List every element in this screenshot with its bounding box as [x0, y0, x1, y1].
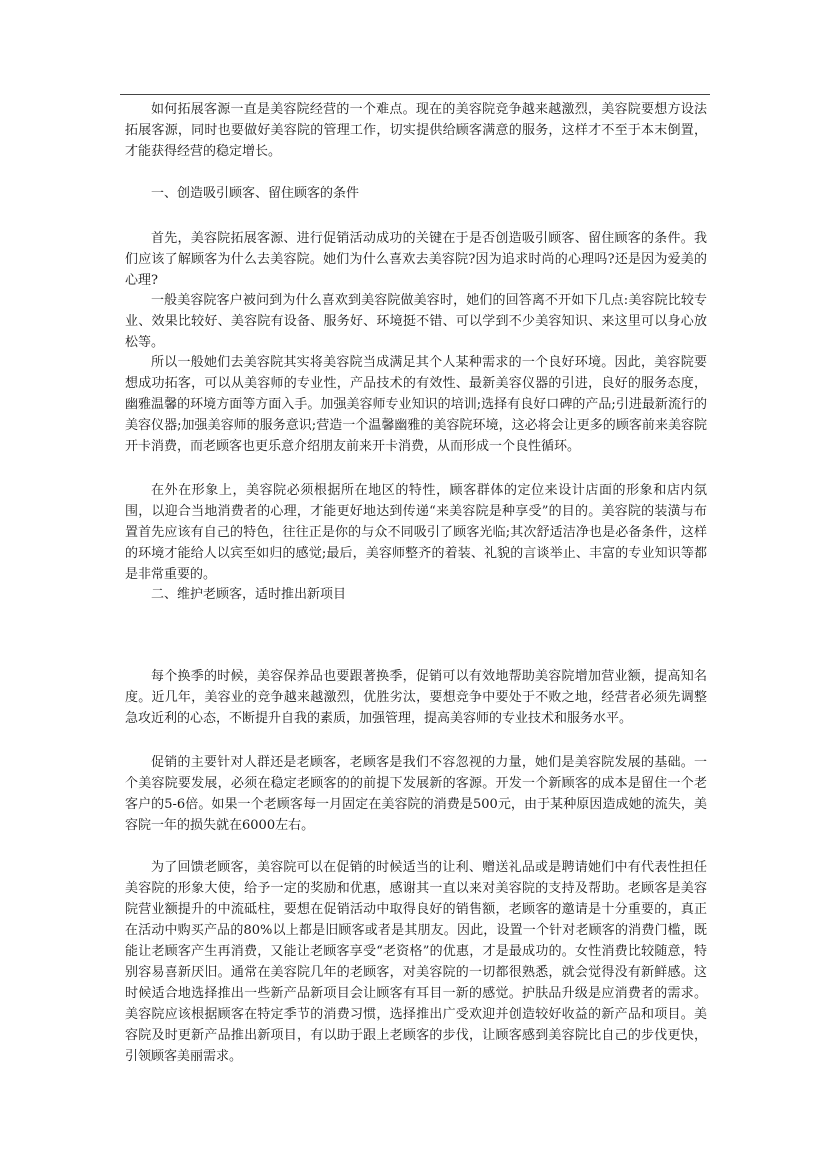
section-heading-2: 二、维护老顾客，适时推出新项目 [151, 587, 347, 602]
paragraph-2: 一般美容院客户被问到为什么喜欢到美容院做美容时，她们的回答离不开如下几点:美容院比较专业、效果比较好、美容院有设备、服务好、环境挺不错、可以学到不少美容知识、来这里可以身心放松等。 [125, 293, 707, 350]
paragraph-3: 所以一般她们去美容院其实将美容院当成满足其个人某种需求的一个良好环境。因此，美容院要想成功拓客，可以从美容师的专业性，产品技术的有效性、最新美容仪器的引进，良好的服务态度，幽雅温馨的环境方面等方面入手。加强美容师专业知识的培训;选择有良好口碑的产品;引进最新流行的美容仪器;加强美容师的服务意识;营造一个温馨幽雅的美容院环境，这必将会让更多的顾客前来美容院开卡消费，而老顾客也更乐意介绍朋友前来开卡消费，从而形成一个良性循环。 [125, 355, 707, 454]
header-rule [120, 94, 710, 95]
paragraph-7: 为了回馈老顾客，美容院可以在促销的时候适当的让利、赠送礼品或是聘请她们中有代表性担任美容院的形象大使，给予一定的奖励和优惠，感谢其一直以来对美容院的支持及帮助。老顾客是美容院营业额提升的中流砥柱，要想在促销活动中取得良好的销售额，老顾客的邀请是十分重要的，真正在活动中购买产品的80%以上都是旧顾客或者是其朋友。因此，设置一个针对老顾客的消费门槛，既能让老顾客产生再消费，又能让老顾客享受“老资格”的优惠，才是最成功的。女性消费比较随意，特别容易喜新厌旧。通常在美容院几年的老顾客，对美容院的一切都很熟悉，就会觉得没有新鲜感。这时候适合地选择推出一些新产品新项目会让顾客有耳目一新的感觉。护肤品升级是应消费者的需求。美容院应该根据顾客在特定季节的消费习惯，选择推出广受欢迎并创造较好收益的新产品和项目。美容院及时更新产品推出新项目，有以助于跟上老顾客的步伐，让顾客感到美容院比自己的步伐更快，引领顾客美丽需求。 [125, 860, 707, 1064]
paragraph-6: 促销的主要针对人群还是老顾客，老顾客是我们不容忽视的力量，她们是美容院发展的基础。一个美容院要发展，必须在稳定老顾客的的前提下发展新的客源。开发一个新顾客的成本是留住一个老客户的5-6倍。如果一个老顾客每一月固定在美容院的消费是500元，由于某种原因造成她的流失，美容院一年的损失就在6000左右。 [125, 755, 707, 833]
section-heading-1: 一、创造吸引顾客、留住顾客的条件 [151, 186, 360, 201]
paragraph-5: 每个换季的时候，美容保养品也要跟著换季，促销可以有效地帮助美容院增加营业额，提高知名度。近几年，美容业的竞争越来越激烈，优胜劣汰，要想竞争中要处于不败之地，经营者必须先调整急攻近利的心态，不断提升自我的素质，加强管理，提高美容师的专业技术和服务水平。 [125, 669, 707, 726]
intro-paragraph: 如何拓展客源一直是美容院经营的一个难点。现在的美容院竞争越来越激烈，美容院要想方设法拓展客源，同时也要做好美容院的管理工作，切实提供给顾客满意的服务，这样才不至于本末倒置，才能获得经营的稳定增长。 [125, 102, 707, 159]
paragraph-4: 在外在形象上，美容院必须根据所在地区的特性，顾客群体的定位来设计店面的形象和店内氛围，以迎合当地消费者的心理，才能更好地达到传递“来美容院是种享受”的目的。美容院的装潢与布置首先应该有自己的特色，往往正是你的与众不同吸引了顾客光临;其次舒适洁净也是必备条件，这样的环境才能给人以宾至如归的感觉;最后，美容师整齐的着装、礼貌的言谈举止、丰富的专业知识等都是非常重要的。 [125, 483, 707, 582]
paragraph-1: 首先，美容院拓展客源、进行促销活动成功的关键在于是否创造吸引顾客、留住顾客的条件。我们应该了解顾客为什么去美容院。她们为什么喜欢去美容院?因为追求时尚的心理吗?还是因为爱美的心理? [125, 231, 707, 288]
